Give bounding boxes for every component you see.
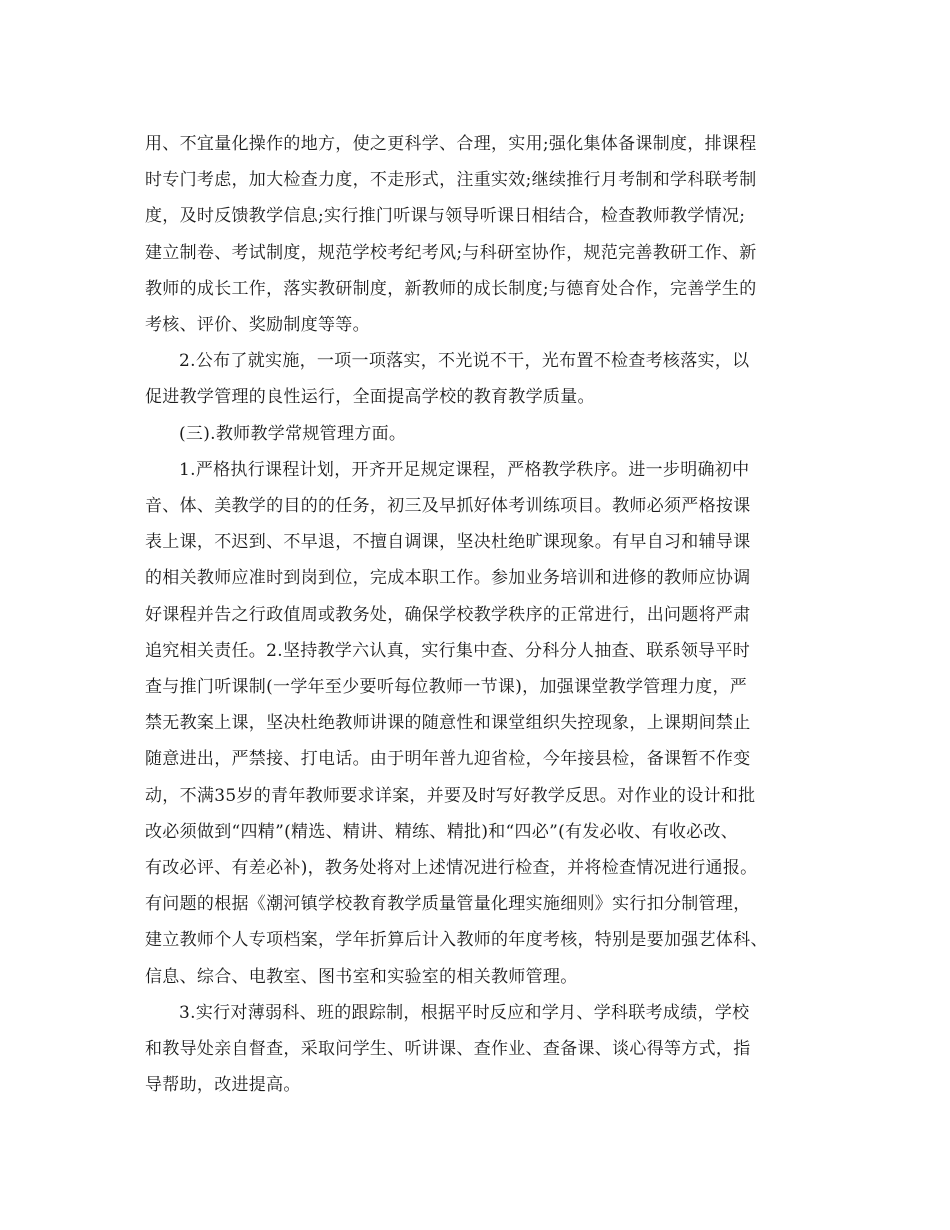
text-line: 好课程并告之行政值周或教务处，确保学校教学秩序的正常进行，出问题将严肃 <box>145 604 751 625</box>
text-line: 有改必评、有差必补)，教务处将对上述情况进行检查，并将检查情况进行通报。 <box>145 858 758 879</box>
text-line: 建立制卷、考试制度，规范学校考纪考风;与科研室协作，规范完善教研工作、新 <box>145 242 757 263</box>
text-line: 动，不满35岁的青年教师要求详案，并要及时写好教学反思。对作业的设计和批 <box>145 785 756 806</box>
text-line: 禁无教案上课，坚决杜绝教师讲课的随意性和课堂组织失控现象，上课期间禁止 <box>145 713 751 734</box>
text-line: 信息、综合、电教室、图书室和实验室的相关教师管理。 <box>145 966 578 987</box>
text-line: 考核、评价、奖励制度等等。 <box>145 315 370 336</box>
section-heading <box>145 416 815 452</box>
text-line: 用、不宜量化操作的地方，使之更科学、合理，实用;强化集体备课制度，排课程 <box>145 134 757 154</box>
text-line: 有问题的根据《潮河镇学校教育教学质量管量化理实施细则》实行扣分制管理， <box>145 894 751 915</box>
text-line: 度，及时反馈教学信息;实行推门听课与领导听课日相结合，检查教师教学情况; <box>145 206 746 227</box>
text-line: 导帮助，改进提高。 <box>145 1075 301 1096</box>
text-line: 表上课，不迟到、不早退，不擅自调课，坚决杜绝旷课现象。有早自习和辅导课 <box>145 532 751 553</box>
text-line: 的相关教师应准时到岗到位，完成本职工作。参加业务培训和进修的教师应协调 <box>145 568 751 589</box>
paragraph-item-3 <box>145 995 815 1104</box>
text-line: 3.实行对薄弱科、班的跟踪制，根据平时反应和学月、学科联考成绩，学校 <box>179 1002 750 1023</box>
paragraph-item-2 <box>145 343 815 415</box>
text-line: 追究相关责任。2.坚持教学六认真，实行集中查、分科分人抽查、联系领导平时 <box>145 640 751 661</box>
text-line: 1.严格执行课程计划，开齐开足规定课程，严格教学秩序。进一步明确初中 <box>179 459 750 480</box>
text-line: 和教导处亲自督查，采取问学生、听讲课、查作业、查备课、谈心得等方式，指 <box>145 1039 751 1060</box>
text-line: 随意进出，严禁接、打电话。由于明年普九迎省检，今年接县检，备课暂不作变 <box>145 749 751 770</box>
text-line: 时专门考虑，加大检查力度，不走形式，注重实效;继续推行月考制和学科联考制 <box>145 170 757 191</box>
paragraph-continuation <box>145 126 815 343</box>
paragraph-item-1 <box>145 452 815 995</box>
document-body <box>145 126 815 1103</box>
text-line: 2.公布了就实施，一项一项落实，不光说不干，光布置不检查考核落实，以 <box>179 351 750 372</box>
text-line: 教师的成长工作，落实教研制度，新教师的成长制度;与德育处合作，完善学生的 <box>145 278 757 299</box>
text-line: 查与推门听课制(一学年至少要听每位教师一节课)，加强课堂教学管理力度，严 <box>145 677 748 698</box>
text-line: 促进教学管理的良性运行，全面提高学校的教育教学质量。 <box>145 387 595 408</box>
text-line: (三).教师教学常规管理方面。 <box>179 423 407 444</box>
text-line: 改必须做到“四精”(精选、精讲、精练、精批)和“四必”(有发必收、有收必改、 <box>145 821 739 842</box>
text-line: 建立教师个人专项档案，学年折算后计入教师的年度考核，特别是要加强艺体科、 <box>145 930 768 951</box>
text-line: 音、体、美教学的目的的任务，初三及早抓好体考训练项目。教师必须严格按课 <box>145 496 751 517</box>
